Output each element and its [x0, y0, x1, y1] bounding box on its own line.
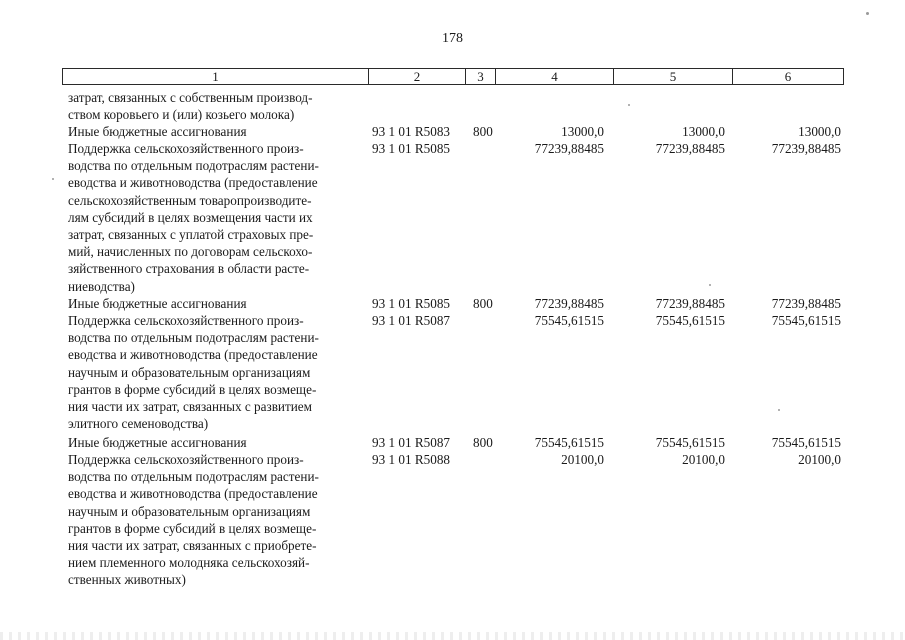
value-col-6: 13000,0: [798, 124, 841, 139]
description-line: еводства и животноводства (предоставление: [68, 486, 318, 502]
scan-speck: [628, 104, 630, 106]
value-col-6: 20100,0: [798, 452, 841, 467]
description-line: научным и образовательным организациям: [68, 364, 311, 380]
value-col-4: 20100,0: [561, 452, 604, 467]
scan-speck: [709, 284, 711, 286]
description-line: ния части их затрат, связанных с развитием: [68, 399, 313, 415]
value-col-6: 75545,61515: [771, 313, 841, 328]
expense-type: 800: [473, 124, 493, 139]
budget-code: 93 1 01 R5087: [372, 435, 451, 450]
table-row-description: [68, 434, 362, 451]
description-line: Иные бюджетные ассигнования: [68, 124, 247, 139]
budget-code: 93 1 01 R5083: [372, 124, 451, 139]
description-line: нием племенного молодняка сельскохозяй-: [68, 555, 310, 571]
value-col-4: 13000,0: [561, 124, 604, 139]
scan-speck: [52, 178, 54, 180]
table-row-description: [68, 295, 362, 312]
value-col-4: 75545,61515: [534, 313, 604, 328]
table-row-description: [68, 451, 362, 589]
description-line: элитного семеноводства): [68, 416, 209, 432]
description-line: водства по отдельным подотраслям растени-: [68, 158, 319, 174]
description-line: водства по отдельным подотраслям растени-: [68, 330, 319, 346]
expense-type: 800: [473, 296, 493, 311]
value-col-4: 75545,61515: [534, 435, 604, 450]
description-line: научным и образовательным организациям: [68, 503, 311, 519]
description-line: грантов в форме субсидий в целях возмеще-: [68, 381, 317, 397]
value-col-5: 13000,0: [682, 124, 725, 139]
description-line: ниеводства): [68, 278, 135, 294]
header-col-1: 1: [63, 69, 369, 84]
header-col-4: 4: [496, 69, 614, 84]
value-col-6: 75545,61515: [771, 435, 841, 450]
value-col-4: 77239,88485: [534, 141, 604, 156]
header-col-5: 5: [614, 69, 733, 84]
table-row-description: [68, 312, 362, 432]
header-col-2: 2: [369, 69, 466, 84]
value-col-5: 75545,61515: [655, 313, 725, 328]
value-col-6: 77239,88485: [771, 296, 841, 311]
budget-code: 93 1 01 R5085: [372, 296, 451, 311]
description-line: Поддержка сельскохозяйственного произ-: [68, 452, 304, 467]
value-col-4: 77239,88485: [534, 296, 604, 311]
description-line: Поддержка сельскохозяйственного произ-: [68, 141, 304, 156]
description-line: сельскохозяйственным товаропроизводите-: [68, 192, 312, 208]
budget-code: 93 1 01 R5087: [372, 313, 451, 328]
description-line: ственных животных): [68, 572, 186, 588]
description-line: Поддержка сельскохозяйственного произ-: [68, 313, 304, 328]
expense-type: 800: [473, 435, 493, 450]
description-line: затрат, связанных с собственным производ-: [68, 90, 313, 105]
table-row-description: [68, 123, 362, 140]
description-line: еводства и животноводства (предоставление: [68, 175, 318, 191]
header-col-3: 3: [466, 69, 496, 84]
header-col-6: 6: [784, 69, 792, 84]
scan-bottom-edge: [0, 632, 905, 640]
description-line: грантов в форме субсидий в целях возмеще-: [68, 520, 317, 536]
value-col-5: 77239,88485: [655, 141, 725, 156]
budget-code: 93 1 01 R5088: [372, 452, 451, 467]
description-line: водства по отдельным подотраслям растени-: [68, 469, 319, 485]
scan-speck: [778, 409, 780, 411]
description-line: зяйственного страхования в области расте-: [68, 261, 310, 277]
value-col-5: 75545,61515: [655, 435, 725, 450]
table-header-row: [62, 68, 844, 85]
description-line: мий, начисленных по договорам сельскохо-: [68, 244, 313, 260]
value-col-5: 77239,88485: [655, 296, 725, 311]
table-row-description: [68, 140, 362, 295]
description-line: ния части их затрат, связанных с приобрете-: [68, 538, 317, 554]
scan-speck: [866, 12, 869, 15]
description-line: ством коровьего и (или) козьего молока): [68, 107, 295, 123]
description-line: затрат, связанных с уплатой страховых пре-: [68, 227, 314, 243]
description-line: еводства и животноводства (предоставление: [68, 347, 318, 363]
page-number: 178: [442, 31, 463, 46]
description-line: Иные бюджетные ассигнования: [68, 296, 247, 311]
description-line: лям субсидий в целях возмещения части их: [68, 209, 313, 225]
table-row-description: [68, 89, 362, 123]
budget-code: 93 1 01 R5085: [372, 141, 451, 156]
value-col-5: 20100,0: [682, 452, 725, 467]
description-line: Иные бюджетные ассигнования: [68, 435, 247, 450]
value-col-6: 77239,88485: [771, 141, 841, 156]
